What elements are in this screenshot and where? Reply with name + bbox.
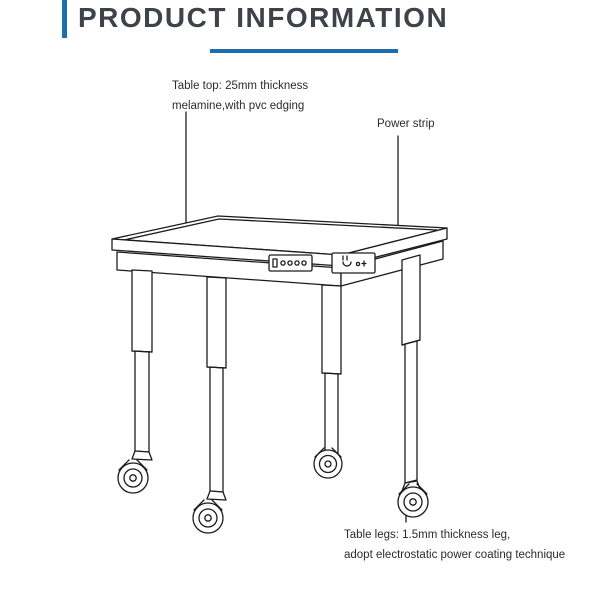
- leg-back-right-lower: [325, 373, 338, 455]
- caster-front-left: [118, 451, 152, 493]
- socket-module: [332, 253, 375, 273]
- leg-back-left-lower: [210, 367, 223, 492]
- callout-tabletop-line2: melamine,with pvc edging: [172, 100, 305, 112]
- callout-tabletop: [172, 76, 308, 116]
- leg-front-left-lower: [135, 351, 149, 452]
- leg-front-right-lower: [405, 341, 417, 483]
- callout-tabletop-line1: Table top: 25mm thickness: [172, 80, 309, 92]
- leg-back-right-upper: [322, 285, 341, 374]
- callout-table-legs: [344, 525, 565, 565]
- callout-power-strip-line1: Power strip: [377, 118, 435, 130]
- caster-back-left: [193, 491, 226, 533]
- callout-table-legs-line1: Table legs: 1.5mm thickness leg,: [344, 529, 511, 541]
- power-strip-switch: [273, 259, 277, 267]
- page-title: PRODUCT INFORMATION: [78, 2, 449, 33]
- callout-power-strip: [377, 114, 435, 134]
- leg-front-left-upper: [132, 270, 152, 352]
- callout-table-legs-line2: adopt electrostatic power coating technique: [344, 549, 566, 561]
- leg-front-right-upper: [402, 255, 420, 345]
- caster-front-right: [398, 481, 428, 517]
- leg-back-left-upper: [207, 277, 226, 368]
